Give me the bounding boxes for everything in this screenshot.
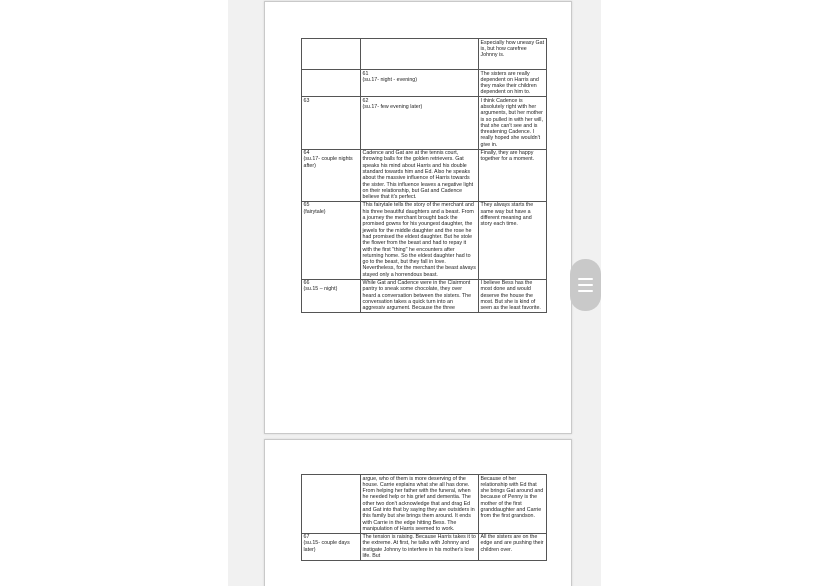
chapter-cell: While Gat and Cadence were in the Clairmont pantry to sneak some chocolate, they over heard a conversation between the sisters. The conversation takes a quick turn into an aggressiv argument. Because the three [361, 279, 479, 312]
side-panel-handle[interactable] [570, 259, 601, 311]
document-page-2 [264, 439, 572, 586]
table-row [302, 39, 547, 70]
table-row [302, 149, 547, 201]
handle-bar-icon [578, 278, 593, 280]
comment-cell: I believe Bess has the most done and would deserve the house the most. But she is kind of seen as the least favorite. [479, 279, 547, 312]
table-row [302, 279, 547, 312]
episode-cell: 65 (fairytale) [302, 201, 361, 279]
episode-cell [302, 70, 361, 97]
table-row [302, 201, 547, 279]
table-row [302, 70, 547, 97]
episode-cell: 63 [302, 97, 361, 149]
comment-cell: They always starts the same way but have a different meaning and story each time. [479, 201, 547, 279]
chapter-cell: argue, who of them is more deserving of the house. Carrie explains what she all has done. From helping her father with the funeral, when he needed help or his grief and dementia. The other two don't acknowledge that and drag Ed and Gat into that by saying they are outsiders in this family but she brings them around. It ends with Carrie in the edge hitting Bess. The manipulation of Harris seemed to work. [361, 475, 479, 534]
comment-cell: Finally, they are happy together for a moment. [479, 149, 547, 201]
episode-cell: 64 (su.17- couple nights after) [302, 149, 361, 201]
episode-cell: 66 (su.15 – night) [302, 279, 361, 312]
handle-bar-icon [578, 290, 593, 292]
comment-cell: I think Cadence is absolutely right with her arguments, but her mother is so pulled in with her will, that she can't see and is threatening Cadence. I really hoped she wouldn't give in. [479, 97, 547, 149]
table-row [302, 97, 547, 149]
document-viewer[interactable] [228, 0, 601, 586]
table-row [302, 475, 547, 534]
diary-table-page-2 [301, 474, 547, 561]
episode-cell: 67 (su.15- couple days later) [302, 533, 361, 560]
handle-bar-icon [578, 284, 593, 286]
chapter-cell: 62 (su.17- few evening later) [361, 97, 479, 149]
comment-cell: Especially how uneasy Gat is, but how carefree Johnny is. [479, 39, 547, 70]
table-row [302, 533, 547, 560]
chapter-cell [361, 39, 479, 70]
episode-cell [302, 39, 361, 70]
comment-cell: All the sisters are on the edge and are pushing their children over. [479, 533, 547, 560]
comment-cell: The sisters are really dependent on Harris and they make their children dependent on him to. [479, 70, 547, 97]
chapter-cell: This fairytale tells the story of the merchant and his three beautiful daughters and a beast. From a journey the merchant brought back the promised gowns for his youngest daughter, the jewels for the middle daughter and the rose he had promised the eldest daughter. But he stole the flower from the beast and had to repay it with the first "thing" he encounters after returning home. So the eldest daughter had to go to the beast, but they fall in love. Nevertheless, for the merchant the beast always stayed only a horrendous beast. [361, 201, 479, 279]
chapter-cell: 61 (su.17- night - evening) [361, 70, 479, 97]
chapter-cell: Cadence and Gat are at the tennis court, throwing balls for the golden retrievers. Gat speaks his mind about Harris and his double standard towards him and Ed. Also he speaks about the massive influence of Harris towards the sister. This influence leaves a negative light on their relationship, but Gat and Cadence believe that it's perfect. [361, 149, 479, 201]
document-page-1 [264, 1, 572, 434]
episode-cell [302, 475, 361, 534]
chapter-cell: The tension is raising. Because Harris takes it to the extreme. At first, he talks with Johnny and instigate Johnny to interfere in his mother's love life. But [361, 533, 479, 560]
diary-table-page-1 [301, 38, 547, 313]
comment-cell: Because of her relationship with Ed that she brings Gat around and because of Penny is the mother of the first granddaughter and Carrie from the first grandson. [479, 475, 547, 534]
